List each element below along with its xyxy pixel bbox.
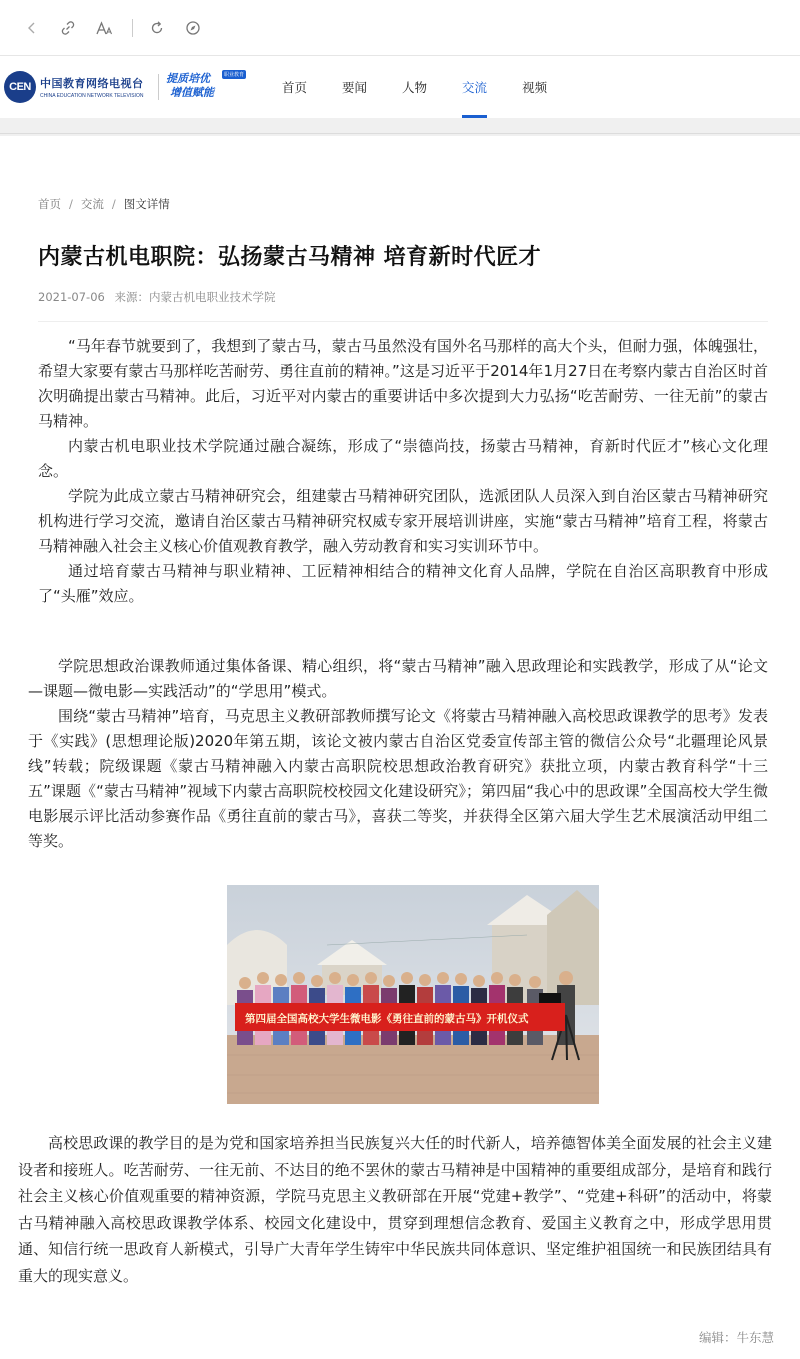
header-band [0, 118, 800, 136]
article-paragraph: 学院思想政治课教师通过集体备课、精心组织，将“蒙古马精神”融入思政理论和实践教学，形成了从“论文—课题—微电影—实践活动”的“学思用”模式。 [28, 657, 768, 700]
compass-icon[interactable] [183, 18, 203, 38]
group-photo-illustration [227, 885, 599, 1104]
breadcrumb-current: 图文详情 [123, 197, 170, 211]
article-body-part-3 [18, 1130, 772, 1289]
article-photo [227, 885, 599, 1104]
article-meta [38, 289, 276, 305]
article-body-part-2 [28, 654, 768, 854]
slogan-line-1: 提质培优 [166, 72, 210, 85]
article-paragraph: 学院为此成立蒙古马精神研究会，组建蒙古马精神研究团队，选派团队人员深入到自治区蒙古马精神研究机构进行学习交流，邀请自治区蒙古马精神研究权威专家开展培训讲座，实施“蒙古马精神”培育工程，将蒙古马精神融入社会主义核心价值观教育教学，融入劳动教育和实习实训环节中。 [38, 487, 768, 555]
browser-toolbar [0, 0, 800, 56]
article-title: 内蒙古机电职院：弘扬蒙古马精神 培育新时代匠才 [38, 245, 542, 270]
cen-logo-icon: CEN [4, 71, 36, 103]
article-paragraph: 围绕“蒙古马精神”培育，马克思主义教研部教师撰写论文《将蒙古马精神融入高校思政课教学的思考》发表于《实践》(思想理论版)2020年第五期，该论文被内蒙古自治区党委宣传部主管的微信公众号“北疆理论风景线”转载；院级课题《蒙古马精神融入内蒙古高职院校思想政治教育研究》获批立项，内蒙古教育科学“十三五”课题《“蒙古马精神”视域下内蒙古高职院校校园文化建设研究》；第四届“我心中的思政课”全国高校大学生微电影展示评比活动参赛作品《勇往直前的蒙古马》，喜获二等奖，并获得全区第六届大学生艺术展演活动甲组二等奖。 [28, 707, 768, 850]
article-paragraph: “马年春节就要到了，我想到了蒙古马，蒙古马虽然没有国外名马那样的高大个头，但耐力强，体魄强壮，希望大家要有蒙古马那样吃苦耐劳、勇往直前的精神。”这是习近平于2014年1月27日在考察内蒙古自治区时首次明确提出蒙古马精神。此后，习近平对内蒙古的重要讲话中多次提到大力弘扬“吃苦耐劳、一往无前”的蒙古马精神。 [38, 337, 768, 430]
link-icon[interactable] [58, 18, 78, 38]
logo-english-name: CHINA EDUCATION NETWORK TELEVISION [40, 93, 144, 99]
site-logo[interactable] [4, 70, 154, 104]
logo-divider [158, 74, 159, 100]
nav-item-news[interactable]: 要闻 [342, 80, 368, 95]
breadcrumb-home[interactable]: 首页 [38, 197, 61, 211]
toolbar-divider [132, 19, 133, 37]
nav-item-video[interactable]: 视频 [522, 80, 548, 95]
breadcrumb-separator: / [69, 197, 73, 211]
banner-text: 第四届全国高校大学生微电影《勇往直前的蒙古马》开机仪式 [245, 1013, 529, 1025]
article-paragraph: 内蒙古机电职业技术学院通过融合凝练，形成了“崇德尚技，扬蒙古马精神，育新时代匠才”核心文化理念。 [38, 437, 768, 480]
font-size-icon[interactable] [94, 18, 114, 38]
slogan [166, 72, 246, 104]
reload-icon[interactable] [147, 18, 167, 38]
breadcrumb-section[interactable]: 交流 [80, 197, 104, 211]
article-date: 2021-07-06 [38, 290, 105, 304]
nav-item-people[interactable]: 人物 [402, 80, 428, 95]
nav-item-home[interactable]: 首页 [282, 80, 308, 95]
article-body-part-1 [38, 334, 768, 609]
article-editor: 编辑：牛东慧 [698, 1330, 774, 1345]
slogan-line-2: 增值赋能 [170, 86, 214, 99]
breadcrumb-separator: / [111, 197, 116, 211]
site-header [0, 56, 800, 118]
article-source: 来源：内蒙古机电职业技术学院 [114, 290, 276, 304]
nav-item-exchange[interactable]: 交流 [450, 56, 499, 118]
main-nav [270, 56, 570, 118]
breadcrumb [38, 196, 170, 212]
title-divider [38, 321, 768, 322]
slogan-tag: 职业教育 [223, 72, 244, 78]
logo-chinese-name: 中国教育网络电视台 [40, 77, 144, 90]
article-paragraph: 通过培育蒙古马精神与职业精神、工匠精神相结合的精神文化育人品牌，学院在自治区高职教育中形成了“头雁”效应。 [38, 562, 768, 605]
logo-text [40, 75, 144, 99]
article-paragraph: 高校思政课的教学目的是为党和国家培养担当民族复兴大任的时代新人，培养德智体美全面发展的社会主义建设者和接班人。吃苦耐劳、一往无前、不达目的绝不罢休的蒙古马精神是中国精神的重要组成部分，是培育和践行社会主义核心价值观重要的精神资源，学院马克思主义教研部在开展“党建+教学”、“党建+科研”的活动中，将蒙古马精神融入高校思政课教学体系、校园文化建设中，贯穿到理想信念教育、爱国主义教育之中，形成学思用贯通、知信行统一思政育人新模式，引导广大青年学生铸牢中华民族共同体意识、坚定维护祖国统一和民族团结具有重大的现实意义。 [18, 1134, 772, 1285]
back-icon[interactable] [22, 18, 42, 38]
